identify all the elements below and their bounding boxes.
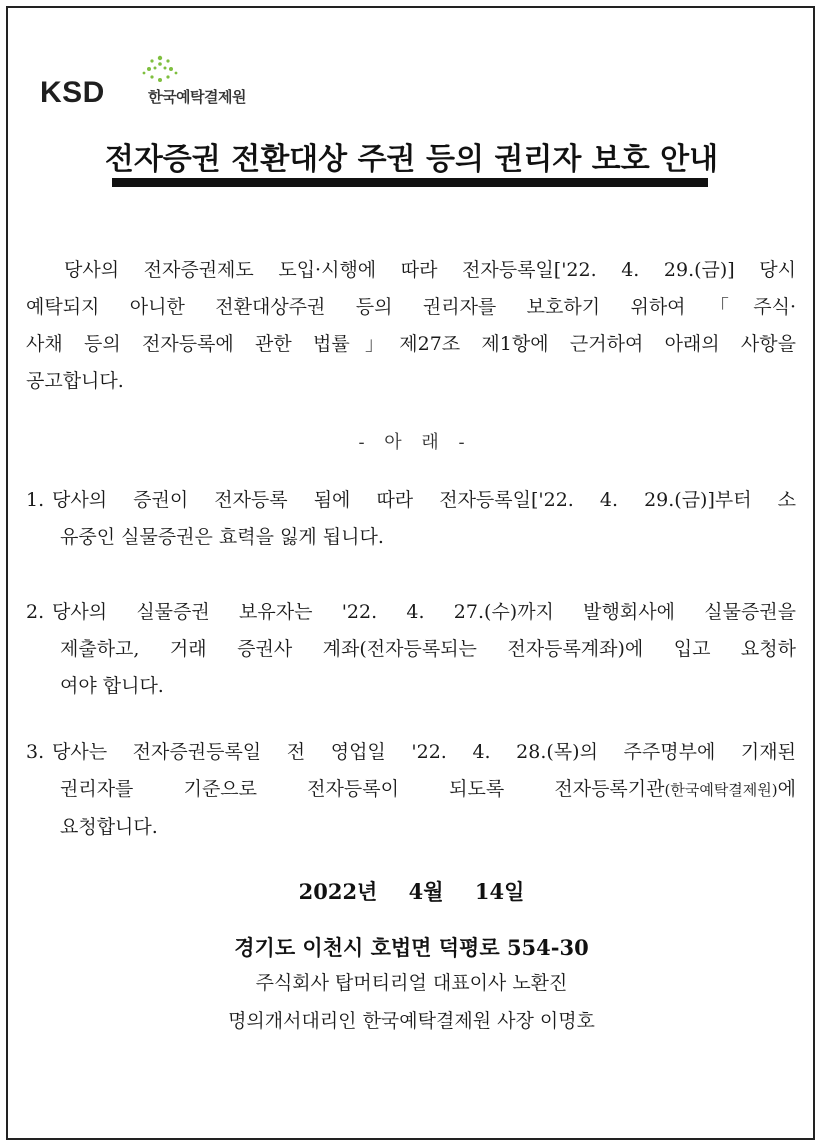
item-line: 당사의 실물증권 보유자는 '22. 4. 27.(수)까지 발행회사에 실물증권을 bbox=[52, 601, 796, 623]
item-line: 제출하고, 거래 증권사 계좌(전자등록되는 전자등록계좌)에 입고 요청하 bbox=[60, 638, 796, 660]
item-line-text: 권리자를 기준으로 전자등록이 되도록 전자등록기관 bbox=[60, 778, 665, 800]
item-line-suffix: 에 bbox=[777, 778, 796, 800]
logo-abbreviation: KSD bbox=[40, 76, 105, 109]
logo-company-name: 한국예탁결제원 bbox=[148, 88, 246, 106]
notice-date bbox=[0, 876, 823, 906]
intro-line: 예탁되지 아니한 전환대상주권 등의 권리자를 보호하기 위하여「주식· bbox=[26, 296, 796, 318]
date-month: 4월 bbox=[408, 879, 444, 904]
org-name-small: (한국예탁결제원) bbox=[664, 781, 778, 799]
transfer-agent: 명의개서대리인 한국예탁결제원 사장 이명호 bbox=[228, 1010, 595, 1032]
intro-paragraph bbox=[26, 252, 796, 400]
company-address: 경기도 이천시 호법면 덕평로 554-30 bbox=[234, 935, 589, 960]
page-title: 전자증권 전환대상 주권 등의 권리자 보호 안내 bbox=[104, 142, 719, 177]
notice-item-1 bbox=[26, 482, 796, 556]
intro-line: 공고합니다. bbox=[26, 370, 124, 392]
item-number: 2. bbox=[26, 601, 45, 623]
date-day: 14일 bbox=[474, 879, 525, 904]
ksd-logo bbox=[36, 50, 296, 110]
item-line-with-org bbox=[52, 771, 796, 809]
intro-line: 사채 등의 전자등록에 관한 법률」제27조 제1항에 근거하여 아래의 사항을 bbox=[26, 333, 796, 355]
item-line: 당사의 증권이 전자등록 됨에 따라 전자등록일['22. 4. 29.(금)]부터 소 bbox=[52, 489, 796, 511]
logo-burst-icon bbox=[140, 54, 180, 90]
section-heading: - 아 래 - bbox=[358, 432, 465, 453]
item-line: 당사는 전자증권등록일 전 영업일 '22. 4. 28.(목)의 주주명부에 기재된 bbox=[52, 741, 796, 763]
notice-item-2 bbox=[26, 594, 796, 705]
item-line: 유중인 실물증권은 효력을 잃게 됩니다. bbox=[60, 526, 384, 548]
title-underline bbox=[112, 178, 708, 187]
item-line: 요청합니다. bbox=[60, 816, 158, 838]
item-number: 1. bbox=[26, 489, 45, 511]
company-representative: 주식회사 탑머티리얼 대표이사 노환진 bbox=[255, 972, 568, 994]
notice-item-3 bbox=[26, 734, 796, 846]
intro-line: 당사의 전자증권제도 도입·시행에 따라 전자등록일['22. 4. 29.(금)] 당시 bbox=[64, 259, 796, 281]
date-year: 2022년 bbox=[298, 879, 378, 904]
item-number: 3. bbox=[26, 741, 45, 763]
item-line: 여야 합니다. bbox=[60, 675, 164, 697]
